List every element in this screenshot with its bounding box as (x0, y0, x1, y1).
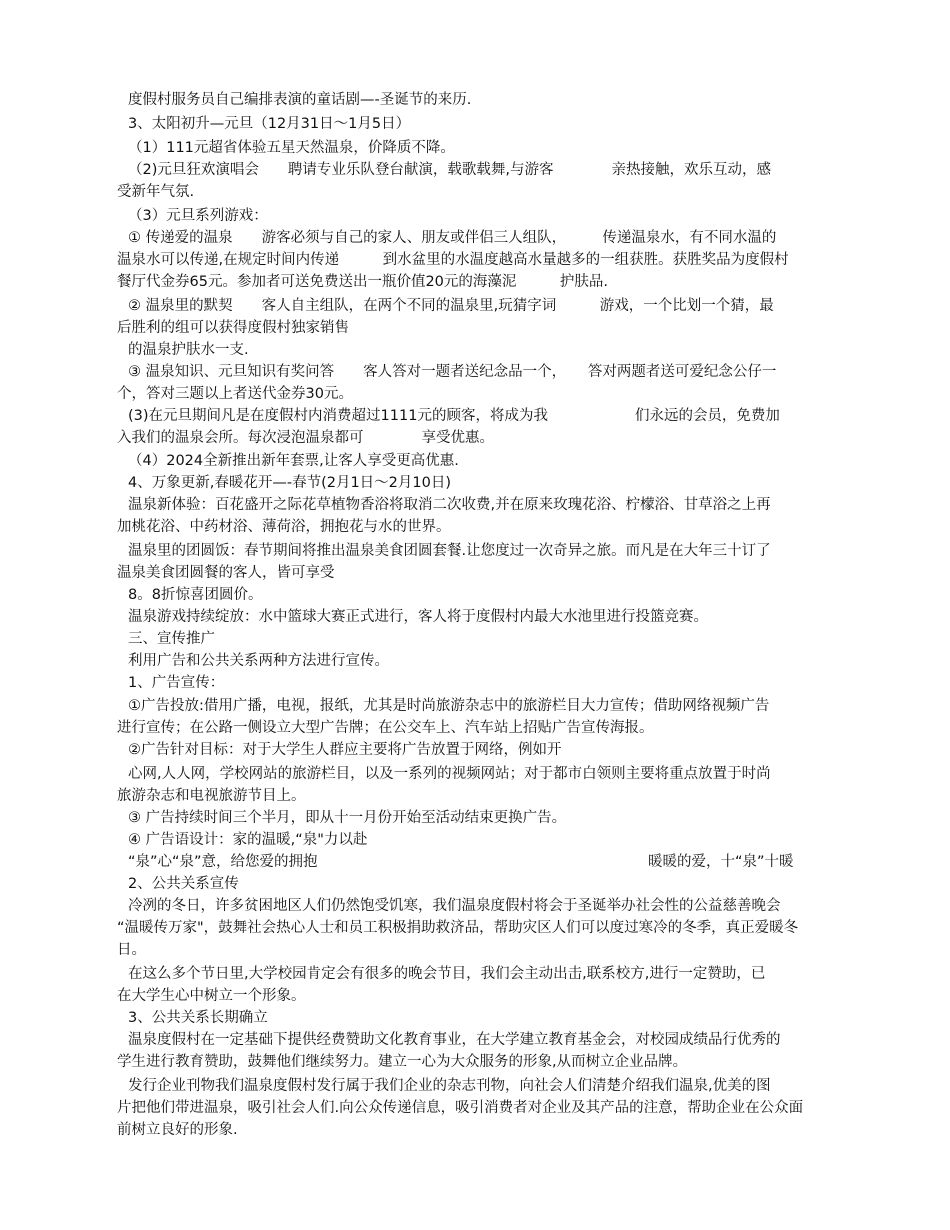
text-line: 个，答对三题以上者送代金券30元。 (117, 386, 353, 402)
text-line: 日。 (117, 942, 146, 958)
text-line: （4）2024全新推出新年套票,让客人享受更高优惠. (128, 453, 459, 469)
text-line: 加桃花浴、中药材浴、薄荷浴，拥抱花与水的世界。 (117, 519, 451, 535)
text-line: 温泉水可以传递,在规定时间内传递 到水盆里的水温度越高水量越多的一组获胜。获胜奖品为度假村 (117, 252, 789, 268)
text-line: 在这么多个节日里,大学校园肯定会有很多的晚会节目，我们会主动出击,联系校方,进行一定赞助，已 (128, 966, 766, 982)
text-line: （2)元旦狂欢演唱会 聘请专业乐队登台献演，载歌载舞,与游客 亲热接触，欢乐互动，感 (128, 162, 771, 178)
text-line: 温泉里的团圆饭：春节期间将推出温泉美食团圆套餐.让您度过一次奇异之旅。而凡是在大年三十订了 (128, 543, 771, 559)
text-line: 温泉美食团圆餐的客人，皆可享受 (117, 565, 335, 581)
text-line: 发行企业刊物我们温泉度假村发行属于我们企业的杂志刊物，向社会人们清楚介绍我们温泉,优美的图 (128, 1078, 771, 1094)
text-line: 暖暖的爱，十“泉”十暖 (648, 854, 794, 870)
section-heading: 3、公共关系长期确立 (128, 1010, 268, 1026)
text-line: ②广告针对目标：对于大学生人群应主要将广告放置于网络，例如开 (128, 742, 562, 758)
text-line: 学生进行教育赞助，鼓舞他们继续努力。建立一心为大众服务的形象,从而树立企业品牌。 (117, 1054, 688, 1070)
text-line: （3）元旦系列游戏： (128, 208, 268, 224)
text-line: 片把他们带进温泉，吸引社会人们.向公众传递信息，吸引消费者对企业及其产品的注意，帮助企业在公众面 (117, 1100, 804, 1116)
text-line: 冷冽的冬日，许多贫困地区人们仍然饱受饥寒，我们温泉度假村将会于圣诞举办社会性的公益慈善晚会 (128, 898, 781, 914)
text-line: （1）111元超省体验五星天然温泉，价降质不降。 (128, 140, 455, 156)
section-heading: 3、太阳初升—元旦（12月31日～1月5日） (128, 116, 411, 132)
text-line: 后胜利的组可以获得度假村独家销售 (117, 320, 349, 336)
text-line: 前树立良好的形象. (117, 1122, 238, 1138)
section-heading: 4、万象更新,春暖花开—-春节(2月1日～2月10日) (128, 475, 452, 491)
text-line: ①广告投放:借用广播，电视，报纸，尤其是时尚旅游杂志中的旅游栏目大力宣传；借助网络视频广告 (128, 698, 770, 714)
section-heading: 1、广告宣传： (128, 675, 225, 691)
text-line: ④ 广告语设计：家的温暖,“泉"力以赴 (128, 832, 368, 848)
text-line: 进行宣传；在公路一侧设立大型广告牌；在公交车上、汽车站上招贴广告宣传海报。 (117, 720, 654, 736)
text-line: “泉”心“泉”意，给您爱的拥抱 (128, 854, 318, 870)
text-line: 旅游杂志和电视旅游节目上。 (117, 788, 306, 804)
text-line: 心网,人人网，学校网站的旅游栏目，以及一系列的视频网站；对于都市白领则主要将重点放置于时尚 (128, 766, 771, 782)
text-line: 受新年气氛. (117, 184, 195, 200)
text-line: 8。8折惊喜团圆价。 (128, 587, 263, 603)
text-line: 餐厅代金券65元。参加者可送免费送出一瓶价值20元的海藻泥 护肤品. (117, 274, 609, 290)
text-line: 温泉度假村在一定基础下提供经费赞助文化教育事业，在大学建立教育基金会，对校园成绩品行优秀的 (128, 1032, 781, 1048)
text-line: ② 温泉里的默契 客人自主组队，在两个不同的温泉里,玩猜字词 游戏，一个比划一个猜，最 (128, 298, 774, 314)
text-line: 度假村服务员自己编排表演的童话剧—-圣诞节的来历. (128, 92, 472, 108)
section-heading: 2、公共关系宣传 (128, 876, 239, 892)
text-line: “温暖传万家"，鼓舞社会热心人士和员工积极捐助救济品，帮助灾区人们可以度过寒冷的冬季，真正爱暖冬 (117, 920, 799, 936)
text-line: (3)在元旦期间凡是在度假村内消费超过1111元的顾客，将成为我 们永远的会员，免费加 (128, 408, 780, 424)
text-line: 温泉游戏持续绽放：水中篮球大赛正式进行，客人将于度假村内最大水池里进行投篮竞赛。 (128, 609, 708, 625)
text-line: 温泉新体验：百花盛开之际花草植物香浴将取消二次收费,并在原来玫瑰花浴、柠檬浴、甘草浴之上再 (128, 497, 771, 513)
section-heading: 三、宣传推广 (128, 631, 215, 647)
text-line: 利用广告和公共关系两种方法进行宣传。 (128, 653, 389, 669)
text-line: ① 传递爱的温泉 游客必须与自己的家人、朋友或伴侣三人组队， 传递温泉水，有不同水温的 (128, 230, 777, 246)
text-line: 在大学生心中树立一个形象。 (117, 988, 306, 1004)
text-line: ③ 温泉知识、元旦知识有奖问答 客人答对一题者送纪念品一个， 答对两题者送可爱纪念公仔一 (128, 364, 777, 380)
text-line: ③ 广告持续时间三个半月，即从十一月份开始至活动结束更换广告。 (128, 810, 567, 826)
text-line: 的温泉护肤水一支. (128, 342, 249, 358)
text-line: 入我们的温泉会所。每次浸泡温泉都可 享受优惠。 (117, 430, 494, 446)
